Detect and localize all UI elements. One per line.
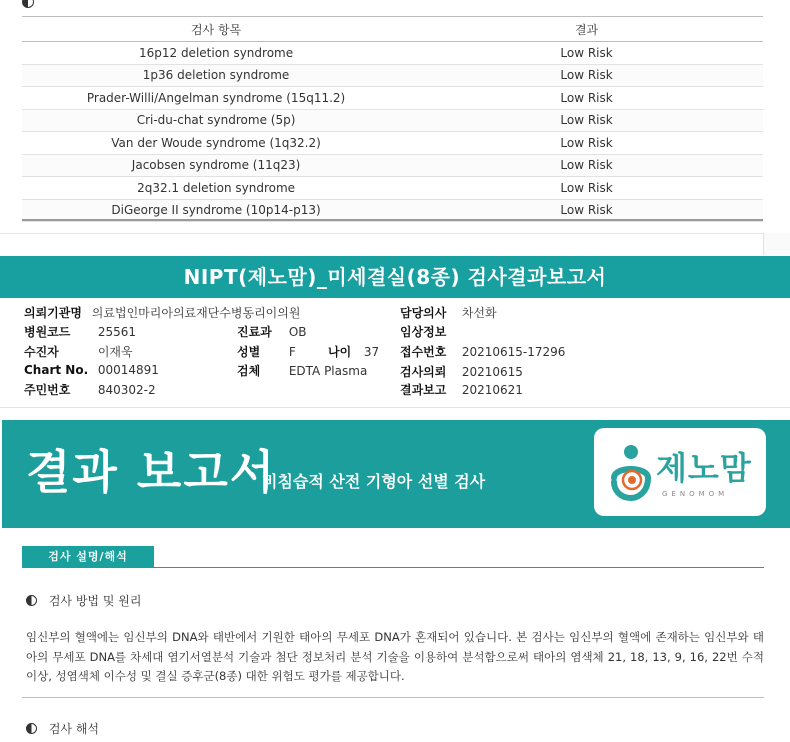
result-cell: Low Risk — [410, 199, 763, 222]
table-row — [22, 87, 763, 110]
test-item-cell: 1p36 deletion syndrome — [22, 64, 410, 87]
age-label: 나이 — [328, 345, 352, 359]
resident-no-field — [24, 381, 156, 398]
genomom-logo-icon — [608, 442, 654, 502]
result-cell: Low Risk — [410, 132, 763, 155]
resident-no-label: 주민번호 — [24, 383, 71, 397]
report-date-label: 결과보고 — [400, 383, 447, 397]
banner-subtitle: 비침습적 산전 기형아 선별 검사 — [262, 472, 486, 491]
interpretation-heading-row — [26, 720, 99, 737]
section-underline — [22, 567, 764, 568]
clinical-info-label: 임상정보 — [400, 325, 447, 339]
test-item-cell: Prader-Willi/Angelman syndrome (15q11.2) — [22, 87, 410, 110]
table-bottom-rule — [22, 219, 763, 221]
test-item-cell: Jacobsen syndrome (11q23) — [22, 154, 410, 177]
result-cell: Low Risk — [410, 42, 763, 65]
bullet-icon — [26, 595, 37, 606]
department-value: OB — [288, 325, 307, 339]
page-break — [0, 233, 790, 256]
report-date-value: 20210621 — [461, 383, 523, 397]
sex-value: F — [288, 345, 296, 359]
page-edge — [763, 233, 790, 255]
chart-no-value: 00014891 — [97, 363, 159, 377]
patient-label: 수진자 — [24, 345, 59, 359]
chart-no-label: Chart No. — [24, 363, 89, 377]
info-divider — [0, 407, 790, 408]
institution-label: 의뢰기관명 — [24, 306, 82, 320]
result-cell: Low Risk — [410, 64, 763, 87]
resident-no-value: 840302-2 — [97, 383, 156, 397]
age-value: 37 — [363, 345, 380, 359]
result-cell: Low Risk — [410, 109, 763, 132]
hospital-code-label: 병원코드 — [24, 325, 71, 339]
result-cell: Low Risk — [410, 87, 763, 110]
request-date-label: 검사의뢰 — [400, 365, 447, 379]
table-row — [22, 177, 763, 200]
hospital-code-field — [24, 323, 136, 340]
test-item-cell: Van der Woude syndrome (1q32.2) — [22, 132, 410, 155]
receipt-no-value: 20210615-17296 — [461, 345, 566, 359]
table-row — [22, 64, 763, 87]
explanation-section-label: 검사 설명/해석 — [22, 546, 154, 568]
patient-value: 이재욱 — [97, 345, 133, 359]
doctor-field — [400, 304, 497, 321]
patient-field — [24, 343, 133, 360]
test-item-cell: DiGeorge II syndrome (10p14-p13) — [22, 199, 410, 222]
logo-subtext: GENOMOM — [662, 490, 729, 498]
results-table — [22, 16, 763, 222]
age-field — [328, 343, 379, 360]
result-banner — [2, 420, 790, 528]
test-item-cell: 2q32.1 deletion syndrome — [22, 177, 410, 200]
department-field — [237, 323, 307, 340]
column-header-item: 검사 항목 — [22, 17, 410, 42]
result-cell: Low Risk — [410, 154, 763, 177]
banner-title: 결과 보고서 — [26, 445, 277, 499]
specimen-value: EDTA Plasma — [288, 364, 368, 378]
report-title: NIPT(제노맘)_미세결실(8종) 검사결과보고서 — [0, 256, 790, 298]
doctor-label: 담당의사 — [400, 306, 447, 320]
table-row — [22, 154, 763, 177]
institution-value: 의료법인마리아의료재단수병동리이의원 — [91, 306, 301, 320]
bullet-icon — [26, 723, 37, 734]
receipt-no-label: 접수번호 — [400, 345, 447, 359]
specimen-label: 검체 — [237, 364, 261, 378]
column-header-result: 결과 — [410, 17, 763, 42]
table-row — [22, 109, 763, 132]
test-item-cell: 16p12 deletion syndrome — [22, 42, 410, 65]
test-item-cell: Cri-du-chat syndrome (5p) — [22, 109, 410, 132]
hospital-code-value: 25561 — [97, 325, 137, 339]
paragraph-divider — [22, 697, 764, 698]
clinical-info-field — [400, 323, 458, 340]
bullet-icon — [22, 0, 34, 8]
method-heading-row — [26, 592, 141, 609]
doctor-value: 차선화 — [461, 306, 497, 320]
logo-wordmark: 제노맘 — [656, 449, 752, 487]
chart-no-field — [24, 363, 159, 377]
department-label: 진료과 — [237, 325, 272, 339]
method-paragraph: 임신부의 혈액에는 임신부의 DNA와 태반에서 기원한 태아의 무세포 DNA가 혼재되어 있습니다. 본 검사는 임신부의 혈액에 존재하는 임신부와 태아의 무세포 DNA를 차세대 염기서열분석 기술과 첨단 정보처리 분석 기술을 이용하여 분석함으로써 태아의 염색체 21, 18, 13, 9, 16, 22번 수적 이상, 성염색체 이수성 및 결실 증후군(8종) 대한 위험도 평가를 제공합니다. — [26, 630, 765, 683]
table-row — [22, 42, 763, 65]
method-heading: 검사 방법 및 원리 — [48, 594, 142, 608]
result-cell: Low Risk — [410, 177, 763, 200]
request-date-field — [400, 363, 523, 380]
request-date-value: 20210615 — [461, 365, 523, 379]
genomom-logo — [594, 428, 766, 516]
interpretation-heading: 검사 해석 — [48, 722, 100, 736]
table-row — [22, 132, 763, 155]
sex-field — [237, 343, 296, 360]
institution-field — [24, 304, 300, 321]
sex-label: 성별 — [237, 345, 261, 359]
specimen-field — [237, 362, 367, 379]
table-header-row — [22, 17, 763, 42]
receipt-no-field — [400, 343, 565, 360]
report-date-field — [400, 381, 523, 398]
